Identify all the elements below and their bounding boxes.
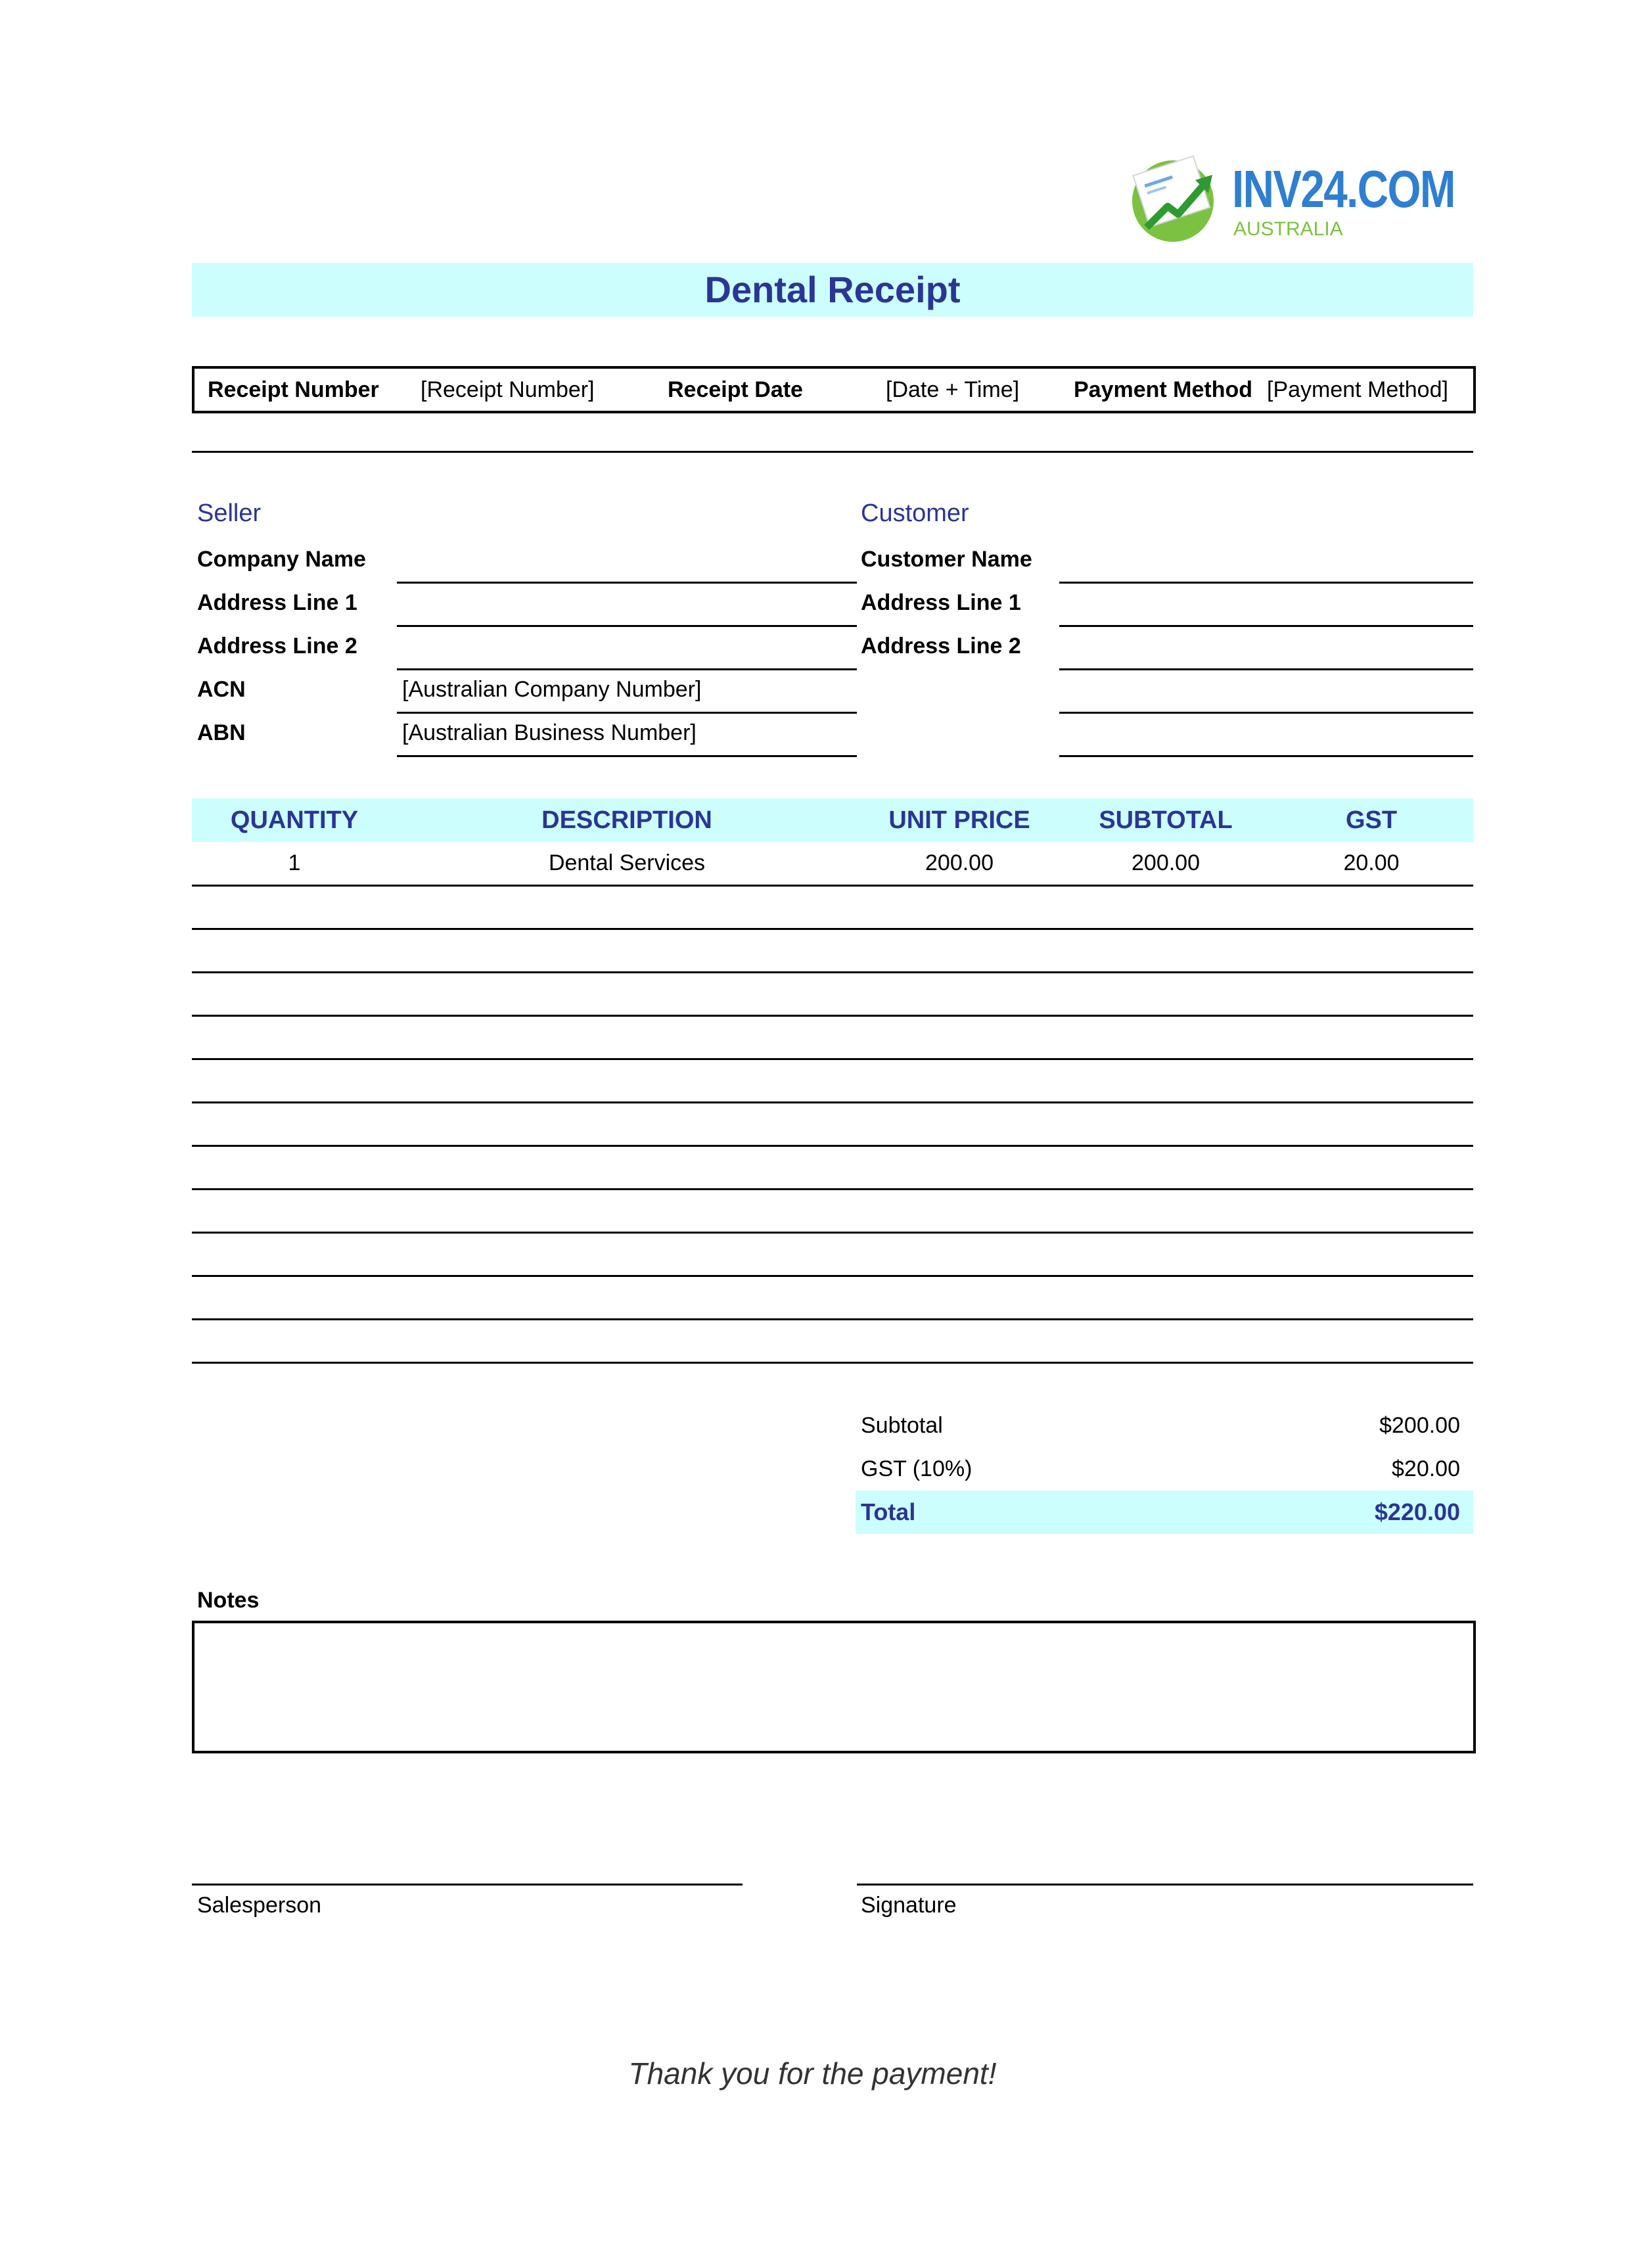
salesperson-label: Salesperson xyxy=(197,1893,322,1918)
table-row-divider xyxy=(192,1145,1473,1147)
customer-extra-field[interactable] xyxy=(1059,712,1473,714)
customer-heading: Customer xyxy=(861,499,969,527)
thank-you-message: Thank you for the payment! xyxy=(628,2056,997,2091)
table-row-divider xyxy=(192,1058,1473,1060)
signature-label: Signature xyxy=(861,1893,957,1918)
company-name-label: Company Name xyxy=(197,547,366,572)
total-value: $220.00 xyxy=(1374,1498,1460,1525)
subtotal-value: $200.00 xyxy=(1379,1413,1460,1438)
receipt-number-label: Receipt Number xyxy=(208,377,379,402)
gst-label: GST (10%) xyxy=(861,1456,973,1481)
column-header-description: DESCRIPTION xyxy=(541,806,712,834)
table-row-divider xyxy=(192,1188,1473,1190)
notes-label: Notes xyxy=(197,1588,260,1613)
table-row-divider xyxy=(192,885,1473,887)
items-table-header xyxy=(192,798,1473,842)
seller-address2-label: Address Line 2 xyxy=(197,634,357,659)
gst-value: $20.00 xyxy=(1392,1456,1460,1481)
customer-name-field[interactable] xyxy=(1059,582,1473,584)
receipt-date-value[interactable]: [Date + Time] xyxy=(886,377,1020,402)
seller-address2-field[interactable] xyxy=(397,668,857,670)
title-bar xyxy=(192,263,1473,317)
logo-subtitle: AUSTRALIA xyxy=(1233,218,1343,240)
abn-field xyxy=(397,755,857,757)
seller-address1-label: Address Line 1 xyxy=(197,590,357,615)
customer-extra-field[interactable] xyxy=(1059,755,1473,757)
divider xyxy=(192,451,1473,453)
salesperson-line[interactable] xyxy=(192,1884,743,1886)
row-unit-price[interactable]: 200.00 xyxy=(925,850,994,875)
table-row-divider xyxy=(192,971,1473,973)
notes-field[interactable] xyxy=(192,1621,1476,1753)
total-label: Total xyxy=(861,1498,916,1525)
abn-value[interactable]: [Australian Business Number] xyxy=(402,720,697,745)
row-subtotal[interactable]: 200.00 xyxy=(1132,850,1200,875)
signature-line[interactable] xyxy=(857,1884,1473,1886)
receipt-number-value[interactable]: [Receipt Number] xyxy=(421,377,595,402)
seller-address1-field[interactable] xyxy=(397,625,857,627)
customer-address1-field[interactable] xyxy=(1059,625,1473,627)
table-row-divider xyxy=(192,1318,1473,1320)
acn-value[interactable]: [Australian Company Number] xyxy=(402,677,702,702)
payment-method-label: Payment Method xyxy=(1074,377,1253,402)
abn-label: ABN xyxy=(197,720,246,745)
table-row-divider xyxy=(192,1275,1473,1277)
row-gst[interactable]: 20.00 xyxy=(1343,850,1400,875)
seller-heading: Seller xyxy=(197,499,262,527)
customer-address1-label: Address Line 1 xyxy=(861,590,1021,615)
table-row-divider xyxy=(192,1232,1473,1234)
table-row xyxy=(192,843,1473,883)
column-header-subtotal: SUBTOTAL xyxy=(1099,806,1233,834)
page-title: Dental Receipt xyxy=(704,269,961,310)
table-row-divider xyxy=(192,1101,1473,1103)
column-header-quantity: QUANTITY xyxy=(230,806,359,834)
logo-wordmark: INV24.COM xyxy=(1232,160,1455,218)
row-quantity[interactable]: 1 xyxy=(288,850,301,875)
company-name-field[interactable] xyxy=(397,582,857,584)
column-header-gst: GST xyxy=(1345,806,1398,834)
receipt-date-label: Receipt Date xyxy=(668,377,803,402)
customer-address2-field[interactable] xyxy=(1059,668,1473,670)
customer-address2-label: Address Line 2 xyxy=(861,634,1021,659)
table-row-divider xyxy=(192,928,1473,930)
customer-name-label: Customer Name xyxy=(861,547,1032,572)
total-bar xyxy=(856,1491,1473,1534)
payment-method-value[interactable]: [Payment Method] xyxy=(1267,377,1448,402)
column-header-unit-price: UNIT PRICE xyxy=(888,806,1030,834)
table-row-divider xyxy=(192,1362,1473,1364)
row-description[interactable]: Dental Services xyxy=(548,850,706,875)
subtotal-label: Subtotal xyxy=(861,1413,943,1438)
receipt-info-box xyxy=(192,366,1476,413)
acn-label: ACN xyxy=(197,677,246,702)
table-row-divider xyxy=(192,1015,1473,1017)
acn-field xyxy=(397,712,857,714)
logo-graphic-icon xyxy=(1127,150,1225,248)
company-logo xyxy=(1127,150,1455,248)
